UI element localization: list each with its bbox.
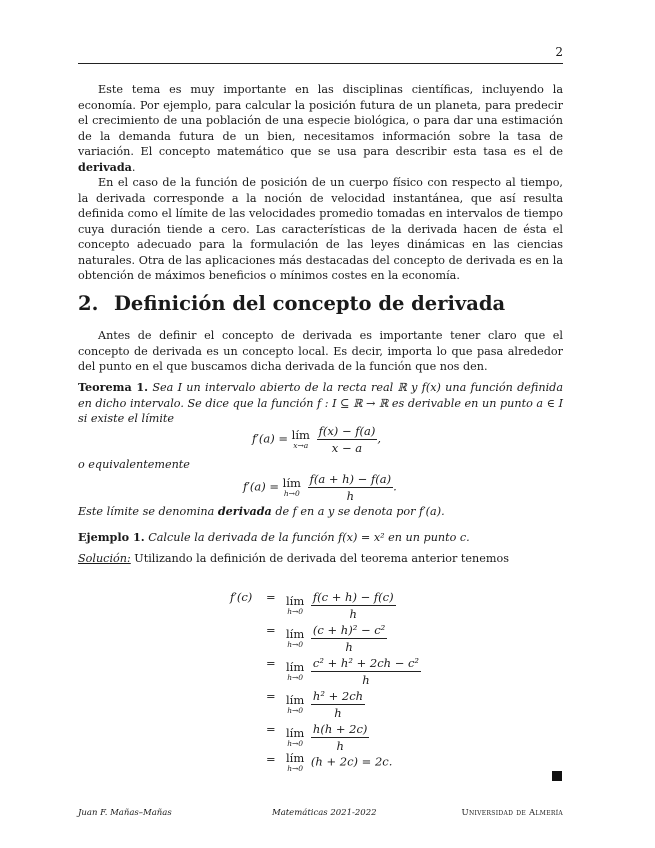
theorem-1 [78, 380, 563, 427]
intro-text [78, 82, 563, 284]
example-1 [78, 530, 470, 544]
intro-paragraph-2: En el caso de la función de posición de un cuerpo físico con respecto al tiempo, la derivada corresponde a la noción de velocidad instantánea, que así resulta definida como el límite de las velocidades promedio tomadas en intervalos de tiempo cuya duración tiende a cero. Las características de la derivada hacen de ésta el concepto adecuado para la formulación de las leyes dinámicas en las ciencias naturales. Otra de las aplicaciones más destacadas del concepto de derivada es en la obtención de máximos beneficios o mínimos costes en la economía. [78, 176, 563, 282]
section-title-text: Definición del concepto de derivada [114, 292, 506, 315]
or-equivalently: o equivalentemente [78, 458, 190, 471]
theorem-closing: Este límite se denomina derivada de f en a y se denota por f′(a). [78, 504, 445, 518]
example-label: Ejemplo 1. [78, 530, 145, 544]
section-intro: Antes de definir el concepto de derivada es importante tener claro que el concepto de derivada es un concepto local. Es decir, importa lo que pasa alrededor del punto en el que buscamos dicha derivada de la función que nos den. [78, 329, 563, 373]
derivation-lhs: f′(c) [230, 590, 253, 604]
section-number: 2. [78, 292, 99, 315]
section-title [78, 292, 505, 315]
footer-university: Universidad de Almería [461, 808, 563, 818]
solution-label: Solución: [78, 552, 131, 565]
header-rule [78, 63, 563, 64]
theorem-text: Sea I un intervalo abierto de la recta real ℝ y f(x) una función definida en dicho intervalo. Se dice que la función f : I ⊆ ℝ → ℝ es derivable en un punto a ∈ I si existe el límite [78, 381, 564, 425]
theorem-equation-2: f′(a) = lím h→0 $\frac{f(a + h) - f(a)}{h}$ . [243, 472, 397, 503]
footer-author: Juan F. Mañas–Mañas [78, 808, 172, 818]
example-text: Calcule la derivada de la función f(x) = x² en un punto c. [148, 531, 470, 544]
footer-course: Matemáticas 2021-2022 [272, 808, 377, 818]
theorem-equation-1: f′(a) = lím x→a $\frac{f(x) - f(a)}{x - a}$ , [252, 424, 381, 455]
theorem-label: Teorema 1. [78, 380, 149, 394]
solution-line [78, 552, 509, 565]
qed-square-icon [552, 771, 562, 781]
page-number: 2 [555, 45, 563, 59]
intro-paragraph-1: Este tema es muy importante en las disciplinas científicas, incluyendo la economía. Por ejemplo, para calcular la posición futura de un planeta, para predecir el crecimiento de una población de una especie biológica, o para dar una estimación de la demanda futura de un bien, necesitamos información sobre la tasa de variación. El concepto matemático que se usa para describir esta tasa es el de derivada. [78, 83, 563, 174]
solution-text: Utilizando la definición de derivada del teorema anterior tenemos [130, 552, 509, 565]
